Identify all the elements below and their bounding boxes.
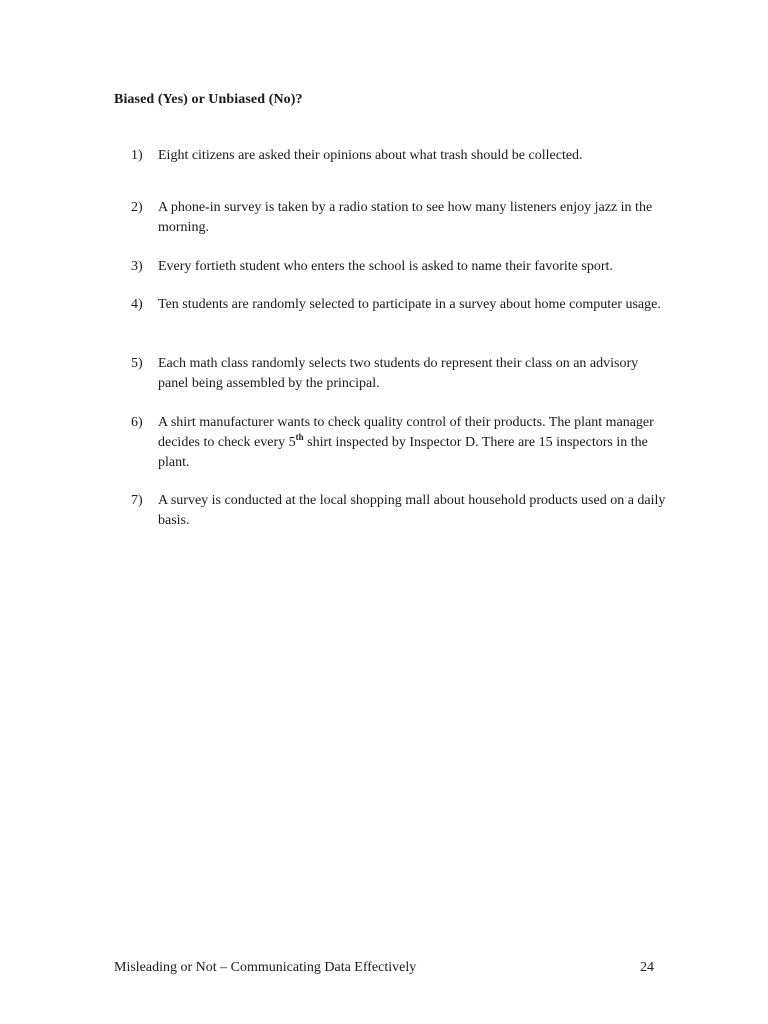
item-number: 1) [131, 148, 143, 163]
item-text: A phone-in survey is taken by a radio station to see how many listeners enjoy jazz in the morning. [158, 200, 653, 235]
ordinal-superscript: th [295, 432, 304, 442]
item-number: 6) [131, 415, 143, 430]
item-number: 5) [131, 356, 143, 371]
page-heading: Biased (Yes) or Unbiased (No)? [114, 92, 303, 107]
item-text-part: shirt inspected by Inspector D. There are 15 inspectors in the plant. [158, 435, 648, 470]
item-text: Every fortieth student who enters the school is asked to name their favorite sport. [158, 259, 613, 274]
item-text: Eight citizens are asked their opinions about what trash should be collected. [158, 148, 583, 163]
item-number: 3) [131, 259, 143, 274]
item-text [158, 413, 668, 473]
item-text: Each math class randomly selects two students do represent their class on an advisory panel being assembled by the principal. [158, 356, 639, 391]
item-number: 4) [131, 297, 143, 312]
item-number: 2) [131, 200, 143, 215]
item-number: 7) [131, 493, 143, 508]
item-text: Ten students are randomly selected to participate in a survey about home computer usage. [158, 297, 661, 312]
page-number: 24 [640, 960, 654, 975]
item-text: A survey is conducted at the local shopping mall about household products used on a daily basis. [158, 493, 666, 528]
item-text-part: A shirt manufacturer wants to check quality control of their products. The plant manager decides to check every 5 [158, 415, 654, 450]
footer-title: Misleading or Not – Communicating Data Effectively [114, 960, 417, 975]
